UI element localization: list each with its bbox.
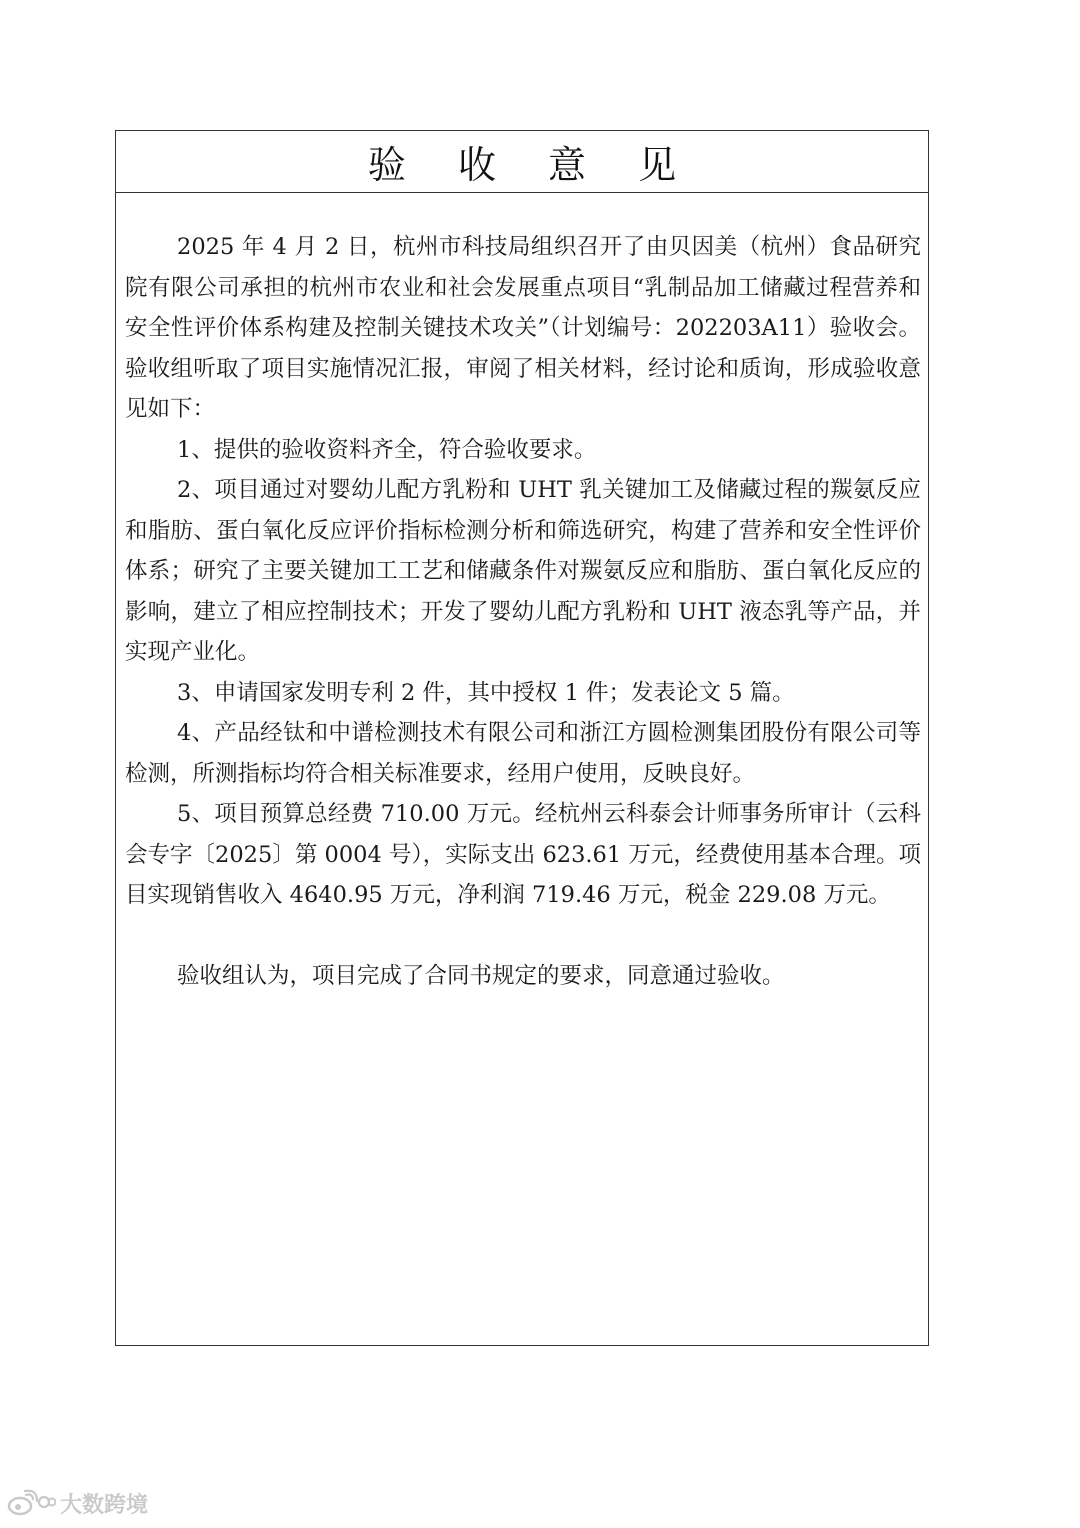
opinion-item-5: 5、项目预算总经费 710.00 万元。经杭州云科泰会计师事务所审计（云科会专字〔2025〕第 0004 号），实际支出 623.61 万元，经费使用基本合理。项目实现销售收入 4640.95 万元，净利润 719.46 万元，税金 229.08 万元。	[125, 801, 921, 908]
watermark-text: 大数跨境	[60, 1493, 149, 1518]
acceptance-opinion-table	[115, 130, 929, 1346]
opinion-body	[125, 227, 921, 996]
document-title: 验 收 意 见	[367, 143, 697, 187]
opinion-item-3: 3、申请国家发明专利 2 件，其中授权 1 件；发表论文 5 篇。	[177, 679, 795, 706]
opinion-item-4: 4、产品经钛和中谱检测技术有限公司和浙江方圆检测集团股份有限公司等检测，所测指标均符合相关标准要求，经用户使用，反映良好。	[125, 720, 921, 787]
title-row	[116, 131, 928, 193]
watermark	[6, 1488, 148, 1519]
conclusion-paragraph: 验收组认为，项目完成了合同书规定的要求，同意通过验收。	[177, 962, 785, 989]
intro-paragraph: 2025 年 4 月 2 日，杭州市科技局组织召开了由贝因美（杭州）食品研究院有限公司承担的杭州市农业和社会发展重点项目“乳制品加工储藏过程营养和安全性评价体系构建及控制关键技术攻关”（计划编号：202203A11）验收会。验收组听取了项目实施情况汇报，审阅了相关材料，经讨论和质询，形成验收意见如下：	[125, 234, 921, 422]
weibo-logo-icon	[6, 1489, 56, 1519]
opinion-item-2: 2、项目通过对婴幼儿配方乳粉和 UHT 乳关键加工及储藏过程的羰氨反应和脂肪、蛋白氧化反应评价指标检测分析和筛选研究，构建了营养和安全性评价体系；研究了主要关键加工工艺和储藏条件对羰氨反应和脂肪、蛋白氧化反应的影响，建立了相应控制技术；开发了婴幼儿配方乳粉和 UHT 液态乳等产品，并实现产业化。	[125, 477, 921, 665]
opinion-item-1: 1、提供的验收资料齐全，符合验收要求。	[177, 436, 597, 463]
